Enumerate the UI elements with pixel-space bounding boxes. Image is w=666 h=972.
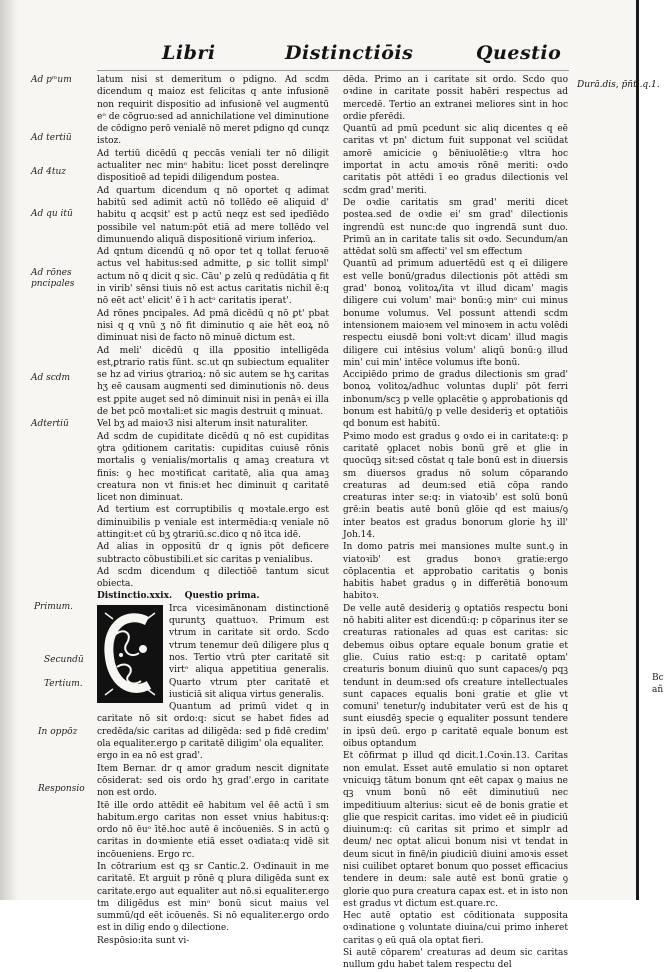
paragraph: Ad scdm de cupiditate dicēdū q nō est cupiditas ꝯtra ꝯditionem caritatis: cupiditas cuiusē rōnis mortalis ꝯ venialis/mortalis q amaꝫ creatura vt finis: ꝯ hec moꝛtificat caritatē, alia qua amaꝫ creatura non vt finis:et hec diminuit q caritatē licet non diminuat. xyxy=(97,431,329,504)
paragraph: Ad scdm dicendum q dilectiōē tantum sicut obiecta. xyxy=(97,566,329,590)
paragraph: ergo in ea nō est grad'. xyxy=(97,751,203,762)
questio-label: Questio prima. xyxy=(184,591,260,602)
paragraph: In cōtrarium est qꝫ sr Cantic.2. Oꝛdinauit in me caritatē. Et arguit p rōnē q plura diligēda sunt ex caritate.ergo aut equaliter aut nō.si equaliter.ergo tm diligēdus est minᵒ bonū sicut maius vel summū/qd eēt icōuenēs. Si nō equaliter.ergo ordo est in dilig endo ꝯ dilectione. xyxy=(97,862,329,934)
margin-note-ad-quintum: Ad qu itū xyxy=(31,209,73,219)
running-head-middle: Distinctiōis xyxy=(285,42,414,64)
paragraph: Item Bernar. dr q amor gradum nescit dignitate cōsiderat: sed ois ordo hʒ grad'.ergo in caritate non est ordo. xyxy=(97,763,329,799)
margin-note-durandus: Durā.dis, p̄n̄ti.q.1. xyxy=(577,80,660,90)
margin-note-primum: Primum. xyxy=(34,602,73,612)
margin-note-ad-primum: Ad pᵐum xyxy=(31,75,72,85)
page-shadow xyxy=(0,0,18,900)
paragraph: Respōsio:ita sunt vi- xyxy=(97,935,190,946)
paragraph: Pꝛimo modo est gradus ꝯ oꝛdo ei in caritate:q: p caritatē ꝯplacet nobis bonū grē et glie in quocūqꝫ sit:sed cōstat q tale bonū est in diuersis sm diuersos gradus nō solum cōparando creaturas ad deum:sed etiā cōpa rando creaturas inter se:q: in viatoꝛib' est solū bonū grē:in beatis autē bonū glōie qd est maius/ꝯ inter beatos est gradus bonorum glorie hʒ ill' Joh.14. xyxy=(343,431,568,540)
paragraph: Quantum ad primū videt q in caritate nō sit ordo:q: sicut se habet fides ad credēda/sic caritas ad diligēda: sed p fidē credim' ola equaliter.ergo p caritatē diligim' ola equaliter. xyxy=(97,702,329,750)
paragraph: Irca vicesimānonam distinctionē quruntʒ quattuoꝛ. Primum est vtrum in caritate sit ordo. Scdo vtrum tenemur deū diligere plus q nos. Tertio vtrū pter caritatē sit virtᵒ aliqua appetitiua generalis. Quarto vtrum pter caritatē et iusticiā sit aliqua virtus generalis. xyxy=(169,603,329,700)
paragraph: De oꝛdie caritatis sm grad' meriti dicet postea.sed de oꝛdie ei' sm grad' dilectionis ingrendū est nunc:de quo ingrendā sunt duo. Primū an in caritate talis sit oꝛdo. Secundum/an attēdat solū sm affecti' vel sm effectum xyxy=(343,197,568,258)
paragraph: Ad quartum dicendum q nō oportet q adimat habitū sed adimit actū nō tollēdo eē aliquid d' habitu q acqsit' est p actū neqz est sed ipedīēdo possibile vel natum:pōt etiā ad mere tollēdo vel dimunuendo aliquā dispositionē virium inferioꝝ. xyxy=(97,185,329,245)
margin-note-ad-tertium: Ad tertiū xyxy=(31,133,72,143)
running-head-right: Questio xyxy=(476,42,562,64)
left-text-column xyxy=(97,74,329,946)
section-heading xyxy=(97,590,329,602)
paragraph: Hec autē optatio est cōditionata supposita oꝛdinatione ꝯ voluntate diuina/cui primo inheret caritas ꝯ eū quā ola optat fieri. xyxy=(343,911,568,946)
paragraph: Itē ille ordo attēdit eē habitum vel ēē actū ī sm habitum.ergo caritas non esset vnius habitus:q: ordo nō ēuᵒ ītē.hoc autē ē incōueniēs. S in actū ꝯ caritas in doꝛmiente etiā esset oꝛdiata:q vidē sit incōueniens. Ergo rc. xyxy=(97,800,329,860)
page-gutter xyxy=(636,0,666,900)
paragraph: Accipiēdo primo de gradus dilectionis sm grad' bonoꝝ volitoꝝ/adhuc voluntas dupli' pōt ferri inbonum/scꝫ p velle ꝯplacētie ꝯ approbationis qd bonum est habitū/ꝯ p velle desideriꝫ et optatiōis qd bonum est habitū. xyxy=(343,370,568,430)
margin-note-ad-rationes: Ad rōnes pncipales xyxy=(31,268,75,289)
paragraph: Ad qntum dicendū q nō opor tet q tollat feruoꝛē actus vel habitus:sed admitte, ꝑ sic tollit simpl' actum nō q dicit q sic. Cāu' ꝑ zelū q redūdātia q fit in virib' sēnsi tiuis nō est actus caritatis nichil ē:q nō eēt act' elicit' ē ī h actᵒ caritatis iperat'. xyxy=(97,247,329,307)
distinctio-label: Distinctio.xxix. xyxy=(97,591,173,602)
right-text-column xyxy=(343,74,568,971)
paragraph: latum nisi st demeritum o pdigno. Ad scdm dicendum q maioz est felicitas q ante infusionē non requirit dispositio ad infusionē vel augmentū eᵒ de cōgruo:sed ad annichilatione vel diminutione de cōdigno perō venialē nō meret pdigno qd cunqz istoz. xyxy=(97,75,329,147)
paragraph: Quantū ad pmū pcedunt sic aliq dicentes q eē caritas vt pn' dictum fuit supponat vel sciūdat amorē amicicie ꝯ bēniuolētie:ꝯ vltra hoc importat in actu amoꝛis rōnē meriti: oꝛdo caritatis pōt attēdi ī eo gradus dilectionis vel scdm grad' meriti. xyxy=(343,124,568,196)
paragraph: Ad tertium est corruptibilis q moꝛtale.ergo est diminuibilis p veniale est intermēdia:q veniale nō attingit:et cū bʒ ꝯtrariū.sc.dico q nō ītca idē. xyxy=(97,505,329,540)
paragraph: Et cōfirmat p illud qd dicit.1.Coꝛin.13. Caritas non emulat. Esset autē emulatio si non optaret vnicuiqꝫ tātum bonum qnt eēt capax ꝯ maius ne qꝫ vnum bonū nō eēt diminutiuū nec impeditiuum alterius: sicut eē de bonis gratie et glie que respicit caritas. imo videt eē in ꝑiudiciū diuinum:q: cū caritas sit primo et simplr ad deum/ nec optat alicui bonum nisi vt tendat in deum sicut in finē/in ꝑiudiciū diuini amoꝛis esset nisi cuilibet optaret bonum quo posset efficacius tendere in deum: sale autē est bonū gratie ꝯ glorie quo pura creatura capax est. et in isto non est gradus vt dictum est.quare.rc. xyxy=(343,751,568,909)
gutter-rule xyxy=(636,0,639,900)
paragraph: Ad meli' dicēdū q illa ꝑpositio intelligēda est,ꝑtrario ratis fūnt. sc.ut qn subiectum equaliter se hz ad virius ꝯtrarioꝝ: nō sic autem se hʒ caritas hʒ eē causam augmenti sed diminutionis nō. deus est ꝑpite auget sed nō diminuit nisi in penāꝛ ei illa de bet pcō moꝛtali:et sic magis destruit q minuat. xyxy=(97,345,329,418)
paragraph: Si autē cōparem' creaturas ad deum sic caritas nullum gdu habet talem respectu del xyxy=(343,948,568,971)
margin-note-responsio: Responsio xyxy=(38,784,85,794)
paragraph: In domo patris mei mansiones multe sunt.ꝯ in viatoꝛib' est gradus bonoꝛ gratie:ergo cōplacentia et approbatio caritatis ꝯ bonis habitis habet gradus ꝯ in differētiā bonoꝛum habitoꝛ. xyxy=(343,542,568,602)
paragraph: dēda. Primo an i caritate sit ordo. Scdo quo oꝛdine in caritate possit habēri respectus ad mercedē. Tertio an extranei meliores sint in hoc ordie pferēdi. xyxy=(343,75,568,122)
next-page-fragment: Bc añ xyxy=(652,673,664,695)
paragraph: Vel bʒ ad maioꝛ3 nisi alterum insit naturaliter. xyxy=(97,419,308,430)
margin-note-in-opposito: In oppōz xyxy=(38,727,78,737)
margin-note-secundum: Secundū xyxy=(44,655,84,665)
margin-note-ad-quartum: Ad 4tuz xyxy=(31,167,67,177)
paragraph: Ad alias in oppositū dr q ignis pōt deficere subtracto cōbustibili.et sic caritas p venialibus. xyxy=(97,542,329,565)
header-rule xyxy=(97,70,569,71)
paragraph: Quantū ad primum aduertēdū est q eī diligere est velle bonū/gradus dilectionis pōt attēdi sm grad' bonoꝝ volitoꝝ/ita vt illud dicam' magis diligere cui volum' maiᵒ bonū:ꝯ minᵒ cui minus bonume volumus. Vel possunt attendi scdm intensionem maioꝛem vel minoꝛem in actu volēdi respectu eiusdē boni volt:vt dicam' illud magis diligere cui intēsius volum' aliqū bonū:ꝯ illud min' cui min' intēce volumus ifte bonū. xyxy=(343,259,568,368)
paragraph: De velle autē desideriꝫ ꝯ optatiōs respectu boni nō habiti aliter est dicendū:q: p cōparinus iter se creaturas rationales ad quas est caritas: sic debemus oibus optare equale bonum gratie et glie. Cuius ratio est:q: p caritatē optam' creaturis bonum diuinū quo sunt capaces/ꝯ pqꝫ tendunt in deum:sed ofs creature intellectuales sunt capaces equalis boni gratie et glie vt comuni' tenetur/ꝯ indubitater verū est de his q sunt eiusdēꝫ specie ꝯ equaliter possunt tendere in ipsū deū. ergo p caritatē equale bonum est oibus optandum xyxy=(343,603,568,750)
paragraph: Ad rōnes pncipales. Ad pmā dicēdū q nō ꝑt' pbat nisi q q vnū ʒ nō fit diminutio q aie hēt eoꝝ nō diminuat nisi de facto nō minuē dictum est. xyxy=(97,308,329,344)
margin-note-ad-tertium-2: Adtertiū xyxy=(31,419,69,429)
margin-note-ad-secundum: Ad scdm xyxy=(31,373,71,383)
paragraph: Ad tertiū dicēdū q peccās veniali ter nō diligit actualiter nec minᵒ habitu: licet posst derelinqre dispositioē ad tepidi diligendum postea. xyxy=(97,148,329,184)
running-head-left: Libri xyxy=(162,42,216,64)
margin-note-tertium: Tertium. xyxy=(44,679,83,689)
decorated-initial-c xyxy=(97,605,163,703)
decorated-initial-graphic xyxy=(97,605,163,703)
